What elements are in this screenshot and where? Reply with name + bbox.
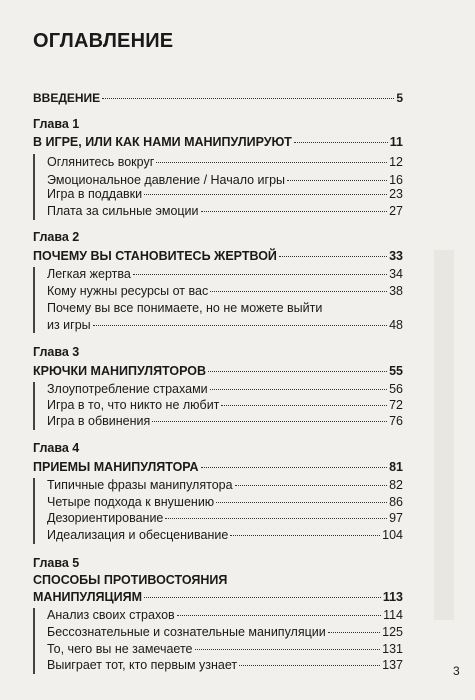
entry-page: 86 [389, 495, 403, 509]
dot-leader [328, 632, 380, 633]
chapter-label: Глава 1 [33, 117, 80, 131]
entry-title: Плата за сильные эмоции [47, 204, 199, 218]
dot-leader [230, 535, 380, 536]
dot-leader [195, 649, 381, 650]
section-entry [47, 284, 403, 300]
section-entry [47, 478, 403, 494]
chapter-rule [33, 267, 35, 333]
entry-title: ВВЕДЕНИЕ [33, 91, 101, 105]
dot-leader [133, 274, 387, 275]
entry-title: Оглянитесь вокруг [47, 155, 155, 169]
entry-title: Анализ своих страхов [47, 608, 175, 622]
entry-page: 38 [389, 284, 403, 298]
entry-page: 34 [389, 267, 403, 281]
chapter-label: Глава 2 [33, 230, 80, 244]
section-entry [47, 398, 403, 414]
entry-title: Бессознательные и сознательные манипуляции [47, 625, 326, 639]
chapter-title-entry [33, 364, 403, 380]
dot-leader [144, 194, 387, 195]
section-entry [47, 318, 403, 334]
entry-title: Дезориентирование [47, 511, 164, 525]
chapter-label: Глава 5 [33, 556, 80, 570]
dot-leader [177, 615, 381, 616]
dot-leader [210, 389, 387, 390]
entry-page: 97 [389, 511, 403, 525]
chapter-title-line1: СПОСОБЫ ПРОТИВОСТОЯНИЯ [33, 573, 228, 587]
dot-leader [208, 371, 387, 372]
entry-title: из игры [47, 318, 91, 332]
entry-page: 125 [382, 625, 403, 639]
section-entry [47, 658, 403, 674]
dot-leader [201, 211, 388, 212]
entry-page: 12 [389, 155, 403, 169]
entry-page: 82 [389, 478, 403, 492]
section-entry [47, 495, 403, 511]
dot-leader [279, 256, 387, 257]
section-entry-line1: Почему вы все понимаете, но не можете выйти [47, 301, 323, 315]
section-entry [47, 642, 403, 658]
entry-page: 11 [389, 135, 403, 149]
entry-page: 114 [383, 608, 403, 622]
entry-page: 55 [389, 364, 403, 378]
entry-page: 131 [382, 642, 403, 656]
section-entry [47, 625, 403, 641]
entry-title: Эмоциональное давление / Начало игры [47, 173, 286, 187]
chapter-rule [33, 608, 35, 674]
entry-title: Легкая жертва [47, 267, 131, 281]
entry-title: Четыре подхода к внушению [47, 495, 215, 509]
entry-title: ПОЧЕМУ ВЫ СТАНОВИТЕСЬ ЖЕРТВОЙ [33, 249, 277, 263]
entry-title: Игра в то, что никто не любит [47, 398, 220, 412]
section-entry [47, 204, 403, 220]
entry-title: То, чего вы не замечаете [47, 642, 193, 656]
chapter-rule [33, 382, 35, 430]
section-entry [47, 414, 403, 430]
entry-title: Типичные фразы манипулятора [47, 478, 233, 492]
dot-leader [102, 98, 394, 99]
entry-page: 5 [396, 91, 403, 105]
section-entry [47, 528, 403, 544]
entry-page: 27 [389, 204, 403, 218]
page-number: 3 [453, 664, 460, 678]
dot-leader [210, 291, 387, 292]
dot-leader [235, 485, 388, 486]
chapter-title-entry [33, 249, 403, 265]
section-entry [47, 511, 403, 527]
entry-page: 81 [389, 460, 403, 474]
dot-leader [216, 502, 387, 503]
entry-title: Игра в обвинения [47, 414, 151, 428]
dot-leader [239, 665, 380, 666]
entry-title: Идеализация и обесценивание [47, 528, 229, 542]
entry-title: Кому нужны ресурсы от вас [47, 284, 209, 298]
dot-leader [201, 467, 388, 468]
dot-leader [221, 405, 387, 406]
chapter-label: Глава 3 [33, 345, 80, 359]
bleed-through-strip [434, 250, 454, 620]
chapter-title-entry [33, 590, 403, 606]
entry-title: Злоупотребление страхами [47, 382, 208, 396]
entry-page: 113 [382, 590, 403, 604]
entry-page: 72 [389, 398, 403, 412]
chapter-title-entry [33, 135, 403, 151]
entry-page: 48 [389, 318, 403, 332]
entry-page: 56 [389, 382, 403, 396]
toc-entry-intro [33, 91, 403, 107]
entry-page: 33 [389, 249, 403, 263]
section-entry [47, 187, 403, 203]
entry-title: Выиграет тот, кто первым узнает [47, 658, 238, 672]
toc-heading: ОГЛАВЛЕНИЕ [33, 30, 174, 52]
entry-title: МАНИПУЛЯЦИЯМ [33, 590, 143, 604]
entry-title: Игра в поддавки [47, 187, 143, 201]
dot-leader [152, 421, 387, 422]
chapter-rule [33, 478, 35, 544]
dot-leader [156, 162, 387, 163]
entry-page: 16 [389, 173, 403, 187]
chapter-title-entry [33, 460, 403, 476]
chapter-label: Глава 4 [33, 441, 80, 455]
entry-page: 104 [382, 528, 403, 542]
dot-leader [93, 325, 387, 326]
section-entry [47, 382, 403, 398]
entry-title: В ИГРЕ, ИЛИ КАК НАМИ МАНИПУЛИРУЮТ [33, 135, 292, 149]
entry-page: 23 [389, 187, 403, 201]
entry-title: КРЮЧКИ МАНИПУЛЯТОРОВ [33, 364, 207, 378]
dot-leader [294, 142, 388, 143]
dot-leader [287, 180, 387, 181]
section-entry [47, 608, 403, 624]
chapter-rule [33, 154, 35, 220]
dot-leader [165, 518, 387, 519]
dot-leader [144, 597, 381, 598]
entry-page: 137 [382, 658, 403, 672]
entry-page: 76 [389, 414, 403, 428]
section-entry [47, 155, 403, 171]
entry-title: ПРИЕМЫ МАНИПУЛЯТОРА [33, 460, 199, 474]
section-entry [47, 267, 403, 283]
